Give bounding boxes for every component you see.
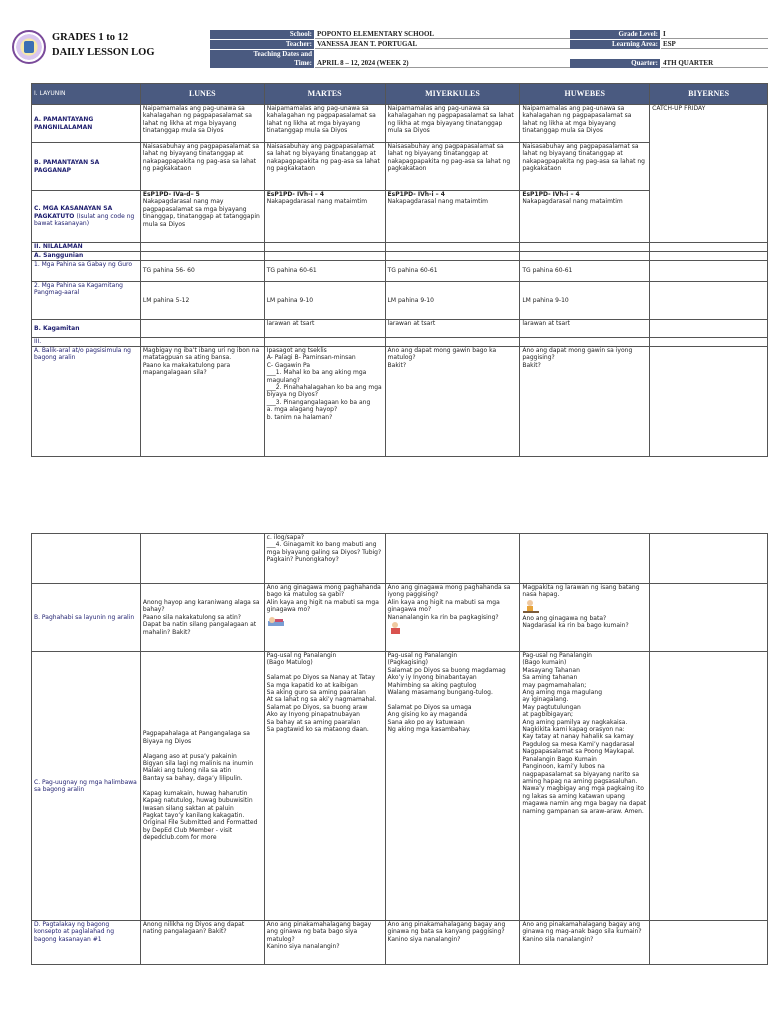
row-c-thu: [520, 191, 650, 243]
row-uugnay-tue: Pag-usal ng Panalangin (Bago Matulog) Salamat po Diyos sa Nanay at Tatay Sa mga kapatid ko at kaibigan Sa aking guro sa aming paaralan At sa lahat ng sa aki’y nagmamahal. Salamat po Diyos, sa buong araw Ako ay Inyong pinapatnubayan Sa bahay at sa aming paaralan Sa pagtawid ko sa mataong daan.: [264, 652, 385, 921]
school-value: POPONTO ELEMENTARY SCHOOL: [315, 30, 570, 39]
row-c-wed: [385, 191, 520, 243]
row-c-tue-code: EsP1PD- IVh-i – 4: [266, 191, 325, 198]
row-c-mon-code: EsP1PD- IVa-d– 5: [142, 191, 200, 198]
dates-spacer: [315, 50, 570, 59]
row-paghahabi-thu-top: Magpakita ng larawan ng isang batang nasa hapag.: [522, 584, 640, 599]
row-lm-label: 2. Mga Pahina sa Kagamitang Pangmag-aaral: [32, 282, 141, 320]
row-c-tue-text: Nakapagdarasal nang mataimtim: [266, 198, 368, 206]
row-balik-tue: Ipasagot ang tseklis A- Palagi B- Paminsan-minsan C- Gagawin Pa ___1. Mahal ko ba ang aking mga magulang? ___2. Pinahahalagahan ko ba ang mga biyaya ng Diyos? ___3. Pinangangalagaan ko ba ang a. mga alagang hayop? b. tanim na halaman?: [264, 347, 385, 457]
row-tg-mon: TG pahina 56- 60: [140, 261, 264, 282]
row-pagtalakay-thu: Ano ang pinakamahalagang bagay ang ginawa ng mag-anak bago sila kumain? Kanino sila nanalangin?: [520, 921, 650, 965]
col-biyernes: BIYERNES: [650, 84, 768, 105]
row-tg-wed: TG pahina 60-61: [385, 261, 520, 282]
row-uugnay-mon: Pagpapahalaga at Pangangalaga sa Biyaya ng Diyos Alagang aso at pusa’y pakainin Bigyan sila lagi ng malinis na inumin Malaki ang tulong nila sa atin Bantay sa bahay, daga’y lilipulin. Kapag kumakain, huwag haharutin Kapag natutulog, huwag bubuwisitin Iwasan silang saktan at paluin Pagkat tayo’y kanilang kakagatin. Original File Submitted and Formatted by DepEd Club Member - visit depedclub.com for more: [140, 652, 264, 921]
row-c-mon: [140, 191, 264, 243]
title-line1: GRADES 1 to 12: [52, 32, 129, 43]
area-value: ESP: [661, 40, 768, 49]
row-balik-thu: Ano ang dapat mong gawin sa iyong paggising? Bakit?: [520, 347, 650, 457]
row-kagamitan-wed: larawan at tsart: [385, 320, 520, 338]
deped-seal-icon: [12, 30, 46, 64]
col-martes: MARTES: [264, 84, 385, 105]
lesson-table-page1: [31, 83, 768, 457]
sanggunian-label: A. Sanggunian: [32, 252, 141, 261]
school-label: School:: [210, 30, 314, 39]
nilalaman-label: II. NILALAMAN: [32, 243, 141, 252]
grade-value: I: [661, 30, 768, 39]
row-a-thu: Naipamamalas ang pag-unawa sa kahalagahan ng pagpapasalamat sa lahat ng likha at mga biyayang tinatanggap mula sa Diyos: [520, 105, 650, 143]
row-b-tue: Naisasabuhay ang pagpapasalamat sa lahat ng biyayang tinatanggap at nakapagpapakita ng pag-asa sa lahat ng pagkakataon: [264, 143, 385, 191]
row-paghahabi-wed: [385, 584, 520, 652]
row-a-label: A. PAMANTAYANG PANGNILALAMAN: [32, 105, 141, 143]
row-b-thu: Naisasabuhay ang pagpapasalamat sa lahat ng biyayang tinatanggap at nakapagpapakita ng pag-asa sa lahat ng pagkakataon: [520, 143, 650, 191]
row-c-wed-text: Nakapagdarasal nang mataimtim: [387, 198, 488, 206]
row-c-tue: [264, 191, 385, 243]
col-layunin: I. LAYUNIN: [32, 84, 141, 105]
lesson-table-page2: [31, 533, 768, 965]
row-lm-thu: LM pahina 9-10: [520, 282, 650, 320]
col-huwebes: HUWEBES: [520, 84, 650, 105]
row-tg-label: 1. Mga Pahina sa Gabay ng Guro: [32, 261, 141, 282]
row-c-thu-code: EsP1PD- IVh-i – 4: [522, 191, 580, 198]
row-uugnay-label: C. Pag-uugnay ng mga halimbawa sa bagong aralin: [32, 652, 141, 921]
row-pagtalakay-tue: Ano ang pinakamahalagang bagay ang ginawa ng bata bago siya matulog? Kanino siya nanalangin?: [264, 921, 385, 965]
quarter-label: Quarter:: [570, 59, 660, 68]
quarter-value: 4TH QUARTER: [661, 59, 768, 68]
time-label: Time:: [210, 59, 314, 68]
row-pagtalakay-mon: Anong nilikha ng Diyos ang dapat nating pangalagaan? Bakit?: [140, 921, 264, 965]
row-balik-tue-cont: c. ilog/sapa? ___4. Ginagamit ko bang mabuti ang mga biyayang galing sa Diyos? Tubig? Pagkain? Punongkahoy?: [264, 534, 385, 584]
row-c-label-note: (Isulat ang code ng bawat kasanayan): [34, 212, 135, 228]
row-lm-mon: LM pahina 5-12: [140, 282, 264, 320]
iii-label: III.: [32, 338, 141, 347]
col-lunes: LUNES: [140, 84, 264, 105]
row-paghahabi-wed-text: Ano ang ginagawa mong paghahanda sa iyong paggising? Alin kaya ang higit na mabuti sa mga ginagawa mo? Nananalangin ka rin ba pagkagising?: [387, 584, 511, 621]
row-lm-wed: LM pahina 9-10: [385, 282, 520, 320]
row-a-wed: Naipamamalas ang pag-unawa sa kahalagahan ng pagpapasalamat sa lahat ng likha at mga biyayang tinatanggap mula sa Diyos: [385, 105, 520, 143]
row-c-wed-code: EsP1PD- IVh-i – 4: [387, 191, 445, 198]
col-miyerkules: MIYERKULES: [385, 84, 520, 105]
row-pagtalakay-label: D. Pagtalakay ng bagong konsepto at paglalahad ng bagong kasanayan #1: [32, 921, 141, 965]
row-c-label-text: C. MGA KASANAYAN SA PAGKATUTO: [34, 205, 113, 220]
row-paghahabi-label: B. Paghahabi sa layunin ng aralin: [32, 584, 141, 652]
row-lm-tue: LM pahina 9-10: [264, 282, 385, 320]
grade-label: Grade Level:: [570, 30, 660, 39]
child-at-table-icon: [522, 599, 538, 615]
row-a-tue: Naipamamalas ang pag-unawa sa kahalagahan ng pagpapasalamat sa lahat ng likha at mga biyayang tinatanggap mula sa Diyos: [264, 105, 385, 143]
teacher-label: Teacher:: [210, 40, 314, 49]
row-a-fri: CATCH-UP FRIDAY: [650, 105, 768, 243]
row-paghahabi-tue-text: Ano ang ginagawa mong paghahanda bago ka matulog sa gabi? Alin kaya ang higit na mabuti sa mga ginagawa mo?: [266, 584, 381, 614]
row-b-label: B. PAMANTAYAN SA PAGGANAP: [32, 143, 141, 191]
row-kagamitan-thu: larawan at tsart: [520, 320, 650, 338]
row-b-wed: Naisasabuhay ang pagpapasalamat sa lahat ng biyayang tinatanggap at nakapagpapakita ng pag-asa sa lahat ng pagkakataon: [385, 143, 520, 191]
row-paghahabi-thu-bottom: Ano ang ginagawa ng bata? Nagdarasal ka rin ba bago kumain?: [522, 614, 629, 630]
area-label: Learning Area:: [570, 40, 660, 49]
row-uugnay-thu: Pag-usal ng Panalangin (Bago kumain) Masayang Tahanan Sa aming tahanan may pagmamahalan; Ang aming mga magulang ay iginagalang. May pagtutulungan at pagbibigayan; Ang aming pamilya ay nagkakaisa. Nagkikita kami kapag orasyon na: Kay tatay at nanay hahalik sa kamay Pagdulog sa mesa Kami’y nagdarasal Nagpapasalamat sa Poong Maykapal. Panalangin Bago Kumain Panginoon, kami’y lubos na nagpapasalamat sa biyayang narito sa aming hapag na aming pagsasaluhan. Nawa’y magbigay ang mga pagkaing ito ng lakas sa aming katawan upang magawa namin ang mga bagay na dapat naming gampanan sa araw-araw. Amen.: [520, 652, 650, 921]
row-paghahabi-thu: [520, 584, 650, 652]
row-kagamitan-label: B. Kagamitan: [32, 320, 141, 338]
sleeping-child-icon: [267, 614, 283, 630]
row-c-mon-text: Nakapagdarasal nang may pagpapasalamat sa mga biyayang tinanggap, tinatanggap at tatanggapin mula sa Diyos: [142, 198, 260, 228]
title-line2: DAILY LESSON LOG: [52, 47, 155, 58]
row-c-label: [32, 191, 141, 243]
dates-label: Teaching Dates and: [210, 50, 314, 59]
row-paghahabi-tue: [264, 584, 385, 652]
row-balik-label: A. Balik-aral at/o pagsisimula ng bagong aralin: [32, 347, 141, 457]
row-c-thu-text: Nakapagdarasal nang mataimtim: [522, 198, 623, 206]
row-paghahabi-mon: Anong hayop ang karaniwang alaga sa bahay? Paano sila nakakatulong sa atin? Dapat ba natin silang pangalagaan at mahalin? Bakit?: [140, 584, 264, 652]
row-balik-wed: Ano ang dapat mong gawin bago ka matulog? Bakit?: [385, 347, 520, 457]
row-a-mon: Naipamamalas ang pag-unawa sa kahalagahan ng pagpapasalamat sa lahat ng likha at mga biyayang tinatanggap mula sa Diyos: [140, 105, 264, 143]
teacher-value: VANESSA JEAN T. PORTUGAL: [315, 40, 570, 49]
row-balik-mon: Magbigay ng iba’t ibang uri ng ibon na matatagpuan sa ating bansa. Paano ka makakatulong para mapangalagaan sila?: [140, 347, 264, 457]
row-b-mon: Naisasabuhay ang pagpapasalamat sa lahat ng biyayang tinatanggap at nakapagpapakita ng pag-asa sa lahat ng pagkakataon: [140, 143, 264, 191]
row-tg-thu: TG pahina 60-61: [520, 261, 650, 282]
row-kagamitan-tue: larawan at tsart: [264, 320, 385, 338]
row-tg-tue: TG pahina 60-61: [264, 261, 385, 282]
waking-child-icon: [388, 621, 404, 637]
dates-value: APRIL 8 – 12, 2024 (WEEK 2): [315, 59, 570, 68]
row-pagtalakay-wed: Ano ang pinakamahalagang bagay ang ginawa ng bata sa kanyang paggising? Kanino siya nanalangin?: [385, 921, 520, 965]
row-uugnay-wed: Pag-usal ng Panalangin (Pagkagising) Salamat po Diyos sa buong magdamag Ako’y iy Inyong binabantayan Mahimbing sa aking pagtulog Walang masamang bungang-tulog. Salamat po Diyos sa umaga Ang gising ko ay maganda Sana ako po ay katuwaan Ng aking mga kasambahay.: [385, 652, 520, 921]
